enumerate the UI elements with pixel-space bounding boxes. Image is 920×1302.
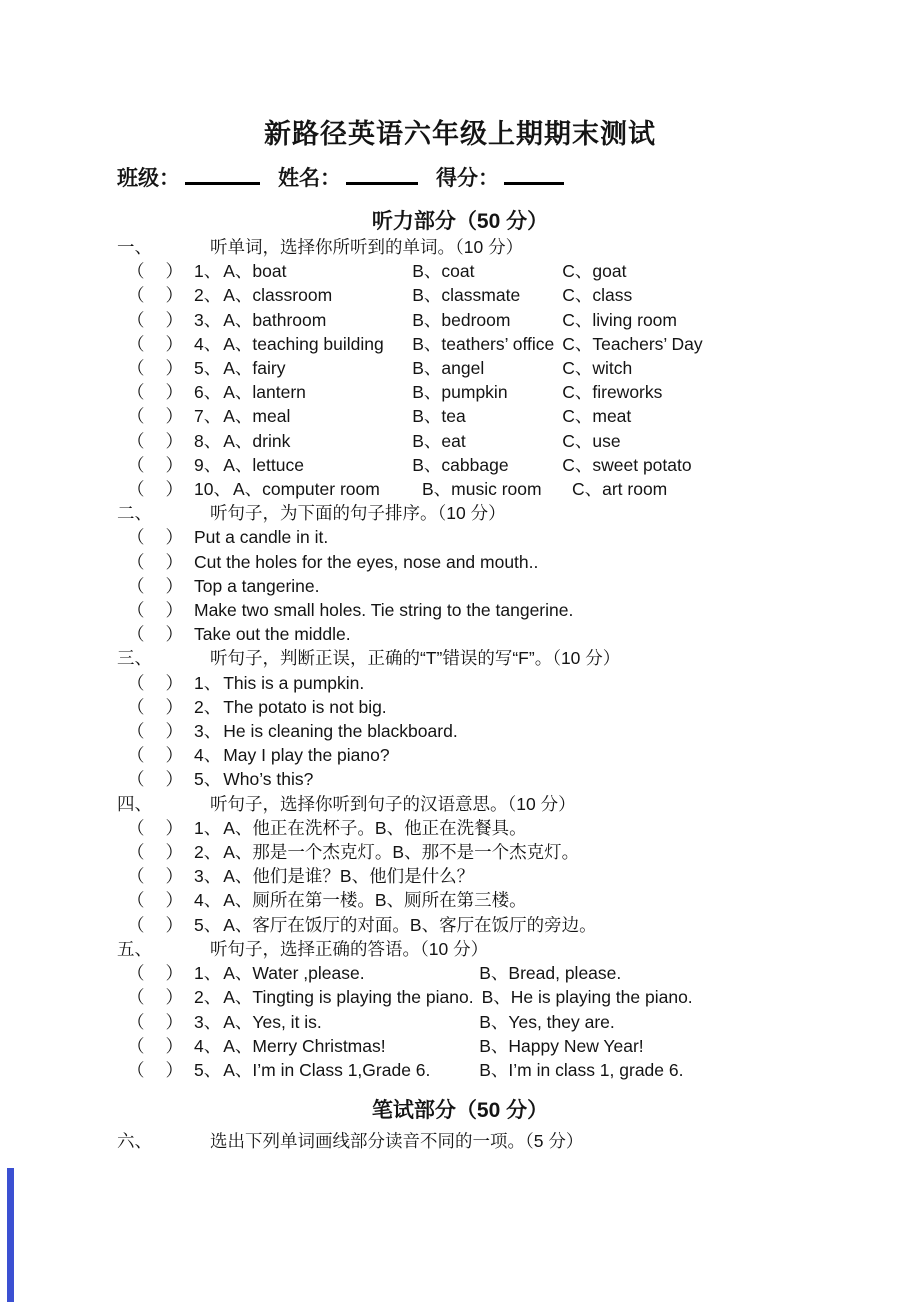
option-b: B、I’m in class 1, grade 6. bbox=[479, 1059, 684, 1080]
option-b: B、classmate bbox=[412, 285, 521, 306]
section-header bbox=[0, 646, 920, 670]
name-field-label: 姓名： bbox=[278, 167, 341, 190]
question-text: This is a pumpkin. bbox=[223, 672, 365, 693]
question-number: 8、 bbox=[194, 430, 222, 451]
bracket-close-paren: ） bbox=[165, 358, 183, 379]
bracket-close-paren: ） bbox=[165, 696, 183, 717]
answer-blank bbox=[127, 1034, 183, 1058]
section-number: 五、 bbox=[117, 938, 152, 959]
question-number: 2、 bbox=[194, 285, 222, 306]
answer-blank bbox=[127, 404, 183, 428]
option-b: B、teathers’ office bbox=[412, 333, 555, 354]
question-number: 4、 bbox=[194, 333, 222, 354]
bracket-open-paren: （ bbox=[127, 333, 145, 354]
bracket-close-paren: ） bbox=[165, 987, 183, 1008]
bracket-close-paren: ） bbox=[165, 600, 183, 621]
option-b: B、angel bbox=[412, 358, 485, 379]
option-b: B、tea bbox=[412, 406, 466, 427]
class-field bbox=[117, 167, 278, 190]
option-b: B、Yes, they are. bbox=[479, 1011, 615, 1032]
class-blank-line bbox=[185, 166, 260, 185]
option-a: A、I’m in Class 1,Grade 6. bbox=[223, 1059, 431, 1080]
bracket-close-paren: ） bbox=[165, 406, 183, 427]
question-row bbox=[0, 404, 920, 428]
question-number: 5、 bbox=[194, 358, 222, 379]
bracket-open-paren: （ bbox=[127, 914, 145, 935]
listening-sections bbox=[0, 235, 920, 1082]
question-row bbox=[0, 574, 920, 598]
answer-blank bbox=[127, 816, 183, 840]
question-number: 3、 bbox=[194, 866, 222, 887]
answer-blank bbox=[127, 283, 183, 307]
question-number: 5、 bbox=[194, 914, 222, 935]
bracket-close-paren: ） bbox=[165, 842, 183, 863]
question-row bbox=[0, 913, 920, 937]
section-number: 六、 bbox=[117, 1131, 152, 1152]
question-number: 1、 bbox=[194, 672, 222, 693]
written-sections bbox=[0, 1129, 920, 1153]
bracket-close-paren: ） bbox=[165, 745, 183, 766]
question-text: A、他正在洗杯子。B、他正在洗餐具。 bbox=[223, 817, 527, 838]
option-c: C、art room bbox=[571, 479, 668, 500]
bracket-open-paren: （ bbox=[127, 527, 145, 548]
question-row bbox=[0, 671, 920, 695]
left-edge-blue-bar bbox=[7, 1168, 14, 1302]
question-row bbox=[0, 1034, 920, 1058]
option-b: B、cabbage bbox=[412, 454, 509, 475]
question-text: He is cleaning the blackboard. bbox=[223, 721, 458, 742]
question-text: A、那是一个杰克灯。B、那不是一个杰克灯。 bbox=[223, 842, 580, 863]
answer-blank bbox=[127, 574, 183, 598]
bracket-close-paren: ） bbox=[165, 261, 183, 282]
bracket-open-paren: （ bbox=[127, 309, 145, 330]
option-a: A、bathroom bbox=[223, 309, 327, 330]
option-c: C、class bbox=[562, 285, 633, 306]
answer-blank bbox=[127, 961, 183, 985]
question-row bbox=[0, 380, 920, 404]
bracket-close-paren: ） bbox=[165, 575, 183, 596]
question-row bbox=[0, 477, 920, 501]
answer-blank bbox=[127, 622, 183, 646]
written-part-heading: 笔试部分（50 分） bbox=[371, 1099, 549, 1123]
question-row bbox=[0, 598, 920, 622]
answer-blank bbox=[127, 525, 183, 549]
answer-blank bbox=[127, 695, 183, 719]
answer-blank bbox=[127, 380, 183, 404]
answer-blank bbox=[127, 477, 183, 501]
question-row bbox=[0, 961, 920, 985]
answer-blank bbox=[127, 671, 183, 695]
option-b: B、coat bbox=[412, 261, 475, 282]
question-number: 7、 bbox=[194, 406, 222, 427]
bracket-open-paren: （ bbox=[127, 769, 145, 790]
answer-blank bbox=[127, 743, 183, 767]
answer-blank bbox=[127, 453, 183, 477]
option-a: A、boat bbox=[223, 261, 287, 282]
answer-blank bbox=[127, 888, 183, 912]
bracket-open-paren: （ bbox=[127, 285, 145, 306]
section-number: 二、 bbox=[117, 503, 152, 524]
bracket-open-paren: （ bbox=[127, 1011, 145, 1032]
bracket-close-paren: ） bbox=[165, 285, 183, 306]
answer-blank bbox=[127, 985, 183, 1009]
answer-blank bbox=[127, 308, 183, 332]
option-c: C、fireworks bbox=[562, 382, 663, 403]
question-row bbox=[0, 888, 920, 912]
question-text: Take out the middle. bbox=[194, 624, 351, 645]
option-a: A、computer room bbox=[232, 479, 380, 500]
question-number: 2、 bbox=[194, 696, 222, 717]
question-number: 1、 bbox=[194, 963, 222, 984]
question-number: 2、 bbox=[194, 987, 222, 1008]
question-row bbox=[0, 719, 920, 743]
question-number: 4、 bbox=[194, 1035, 222, 1056]
question-number: 6、 bbox=[194, 382, 222, 403]
bracket-close-paren: ） bbox=[165, 914, 183, 935]
bracket-close-paren: ） bbox=[165, 672, 183, 693]
option-c: C、Teachers’ Day bbox=[562, 333, 703, 354]
bracket-open-paren: （ bbox=[127, 817, 145, 838]
question-row bbox=[0, 743, 920, 767]
question-row bbox=[0, 283, 920, 307]
question-row bbox=[0, 767, 920, 791]
bracket-close-paren: ） bbox=[165, 963, 183, 984]
bracket-open-paren: （ bbox=[127, 382, 145, 403]
answer-blank bbox=[127, 259, 183, 283]
bracket-open-paren: （ bbox=[127, 672, 145, 693]
answer-blank bbox=[127, 356, 183, 380]
answer-blank bbox=[127, 550, 183, 574]
section-number: 三、 bbox=[117, 648, 152, 669]
section-number: 一、 bbox=[117, 237, 152, 257]
question-text: The potato is not big. bbox=[223, 696, 387, 717]
option-c: C、meat bbox=[562, 406, 632, 427]
option-a: A、meal bbox=[223, 406, 291, 427]
question-row bbox=[0, 695, 920, 719]
bracket-open-paren: （ bbox=[127, 575, 145, 596]
question-text: May I play the piano? bbox=[223, 745, 390, 766]
answer-blank bbox=[127, 1058, 183, 1082]
section-header bbox=[0, 937, 920, 961]
bracket-close-paren: ） bbox=[165, 1011, 183, 1032]
bracket-open-paren: （ bbox=[127, 1035, 145, 1056]
answer-blank bbox=[127, 913, 183, 937]
bracket-close-paren: ） bbox=[165, 817, 183, 838]
question-text: Put a candle in it. bbox=[194, 527, 329, 548]
section-desc: 听句子，判断正误，正确的“T”错误的写“F”。（10 分） bbox=[210, 648, 621, 669]
bracket-open-paren: （ bbox=[127, 1059, 145, 1080]
bracket-close-paren: ） bbox=[165, 721, 183, 742]
section-desc: 听句子，为下面的句子排序。（10 分） bbox=[210, 503, 506, 524]
question-text: Who’s this? bbox=[223, 769, 314, 790]
score-field-label: 得分： bbox=[436, 167, 499, 190]
question-row bbox=[0, 1058, 920, 1082]
section-header bbox=[0, 235, 920, 259]
bracket-close-paren: ） bbox=[165, 866, 183, 887]
bracket-open-paren: （ bbox=[127, 406, 145, 427]
option-a: A、Yes, it is. bbox=[223, 1011, 322, 1032]
name-blank-line bbox=[346, 166, 418, 185]
score-blank-line bbox=[504, 166, 564, 185]
question-number: 3、 bbox=[194, 1011, 222, 1032]
bracket-open-paren: （ bbox=[127, 624, 145, 645]
option-b: B、bedroom bbox=[412, 309, 511, 330]
bracket-close-paren: ） bbox=[165, 551, 183, 572]
question-text: A、他们是谁？B、他们是什么？ bbox=[223, 866, 475, 887]
question-text: A、客厅在饭厅的对面。B、客厅在饭厅的旁边。 bbox=[223, 914, 597, 935]
bracket-close-paren: ） bbox=[165, 382, 183, 403]
bracket-open-paren: （ bbox=[127, 866, 145, 887]
section-desc: 听句子，选择你听到句子的汉语意思。（10 分） bbox=[210, 793, 576, 814]
bracket-close-paren: ） bbox=[165, 1059, 183, 1080]
question-row bbox=[0, 985, 920, 1009]
answer-blank bbox=[127, 840, 183, 864]
option-b: B、He is playing the piano. bbox=[481, 987, 693, 1008]
question-number: 1、 bbox=[194, 817, 222, 838]
option-b: B、pumpkin bbox=[412, 382, 508, 403]
bracket-open-paren: （ bbox=[127, 261, 145, 282]
section-header bbox=[0, 501, 920, 525]
question-text: A、厕所在第一楼。B、厕所在第三楼。 bbox=[223, 890, 527, 911]
option-a: A、drink bbox=[223, 430, 291, 451]
bracket-open-paren: （ bbox=[127, 890, 145, 911]
option-c: C、use bbox=[562, 430, 621, 451]
bracket-open-paren: （ bbox=[127, 551, 145, 572]
option-b: B、music room bbox=[421, 479, 542, 500]
answer-blank bbox=[127, 1010, 183, 1034]
bracket-close-paren: ） bbox=[165, 624, 183, 645]
bracket-open-paren: （ bbox=[127, 600, 145, 621]
option-a: A、Tingting is playing the piano. bbox=[223, 987, 474, 1008]
question-number: 4、 bbox=[194, 890, 222, 911]
student-info-line bbox=[0, 162, 920, 192]
bracket-close-paren: ） bbox=[165, 479, 183, 500]
listening-part-heading: 听力部分（50 分） bbox=[371, 210, 549, 233]
bracket-close-paren: ） bbox=[165, 890, 183, 911]
section-number: 四、 bbox=[117, 793, 152, 814]
option-c: C、sweet potato bbox=[562, 454, 692, 475]
bracket-close-paren: ） bbox=[165, 1035, 183, 1056]
option-c: C、witch bbox=[562, 358, 633, 379]
bracket-close-paren: ） bbox=[165, 430, 183, 451]
bracket-open-paren: （ bbox=[127, 987, 145, 1008]
question-number: 5、 bbox=[194, 769, 222, 790]
bracket-open-paren: （ bbox=[127, 430, 145, 451]
option-c: C、goat bbox=[562, 261, 627, 282]
question-row bbox=[0, 840, 920, 864]
bracket-open-paren: （ bbox=[127, 358, 145, 379]
name-field bbox=[278, 167, 436, 190]
question-row bbox=[0, 429, 920, 453]
answer-blank bbox=[127, 719, 183, 743]
option-a: A、teaching building bbox=[223, 333, 384, 354]
question-number: 1、 bbox=[194, 261, 222, 282]
bracket-open-paren: （ bbox=[127, 963, 145, 984]
score-field bbox=[436, 167, 582, 190]
question-number: 9、 bbox=[194, 454, 222, 475]
bracket-open-paren: （ bbox=[127, 696, 145, 717]
question-text: Top a tangerine. bbox=[194, 575, 320, 596]
bracket-open-paren: （ bbox=[127, 842, 145, 863]
question-row bbox=[0, 622, 920, 646]
question-row bbox=[0, 453, 920, 477]
option-a: A、Water ,please. bbox=[223, 963, 365, 984]
option-b: B、Bread, please. bbox=[479, 963, 622, 984]
question-row bbox=[0, 816, 920, 840]
option-b: B、eat bbox=[412, 430, 466, 451]
bracket-open-paren: （ bbox=[127, 745, 145, 766]
bracket-close-paren: ） bbox=[165, 454, 183, 475]
question-row bbox=[0, 308, 920, 332]
bracket-open-paren: （ bbox=[127, 721, 145, 742]
answer-blank bbox=[127, 864, 183, 888]
option-b: B、Happy New Year! bbox=[479, 1035, 644, 1056]
bracket-open-paren: （ bbox=[127, 479, 145, 500]
question-number: 10、 bbox=[194, 479, 231, 500]
bracket-close-paren: ） bbox=[165, 309, 183, 330]
question-text: Cut the holes for the eyes, nose and mouth.. bbox=[194, 551, 539, 572]
bracket-close-paren: ） bbox=[165, 769, 183, 790]
question-row bbox=[0, 550, 920, 574]
question-row bbox=[0, 1010, 920, 1034]
question-row bbox=[0, 332, 920, 356]
bracket-open-paren: （ bbox=[127, 454, 145, 475]
option-c: C、living room bbox=[562, 309, 677, 330]
question-number: 2、 bbox=[194, 842, 222, 863]
section-header bbox=[0, 792, 920, 816]
question-number: 4、 bbox=[194, 745, 222, 766]
option-a: A、classroom bbox=[223, 285, 333, 306]
answer-blank bbox=[127, 767, 183, 791]
bracket-close-paren: ） bbox=[165, 527, 183, 548]
question-text: Make two small holes. Tie string to the tangerine. bbox=[194, 600, 574, 621]
section-desc: 选出下列单词画线部分读音不同的一项。（5 分） bbox=[210, 1131, 584, 1152]
section-desc: 听单词，选择你所听到的单词。（10 分） bbox=[210, 237, 524, 257]
question-row bbox=[0, 259, 920, 283]
question-row bbox=[0, 356, 920, 380]
option-a: A、lantern bbox=[223, 382, 306, 403]
question-number: 3、 bbox=[194, 309, 222, 330]
class-field-label: 班级： bbox=[117, 167, 180, 190]
answer-blank bbox=[127, 332, 183, 356]
bracket-close-paren: ） bbox=[165, 333, 183, 354]
question-row bbox=[0, 864, 920, 888]
section-desc: 听句子，选择正确的答语。（10 分） bbox=[210, 938, 489, 959]
option-a: A、Merry Christmas! bbox=[223, 1035, 386, 1056]
section-header bbox=[0, 1129, 920, 1153]
answer-blank bbox=[127, 598, 183, 622]
option-a: A、fairy bbox=[223, 358, 286, 379]
question-row bbox=[0, 525, 920, 549]
question-number: 3、 bbox=[194, 721, 222, 742]
page-title: 新路径英语六年级上期期末测试 bbox=[264, 119, 656, 149]
question-number: 5、 bbox=[194, 1059, 222, 1080]
answer-blank bbox=[127, 429, 183, 453]
option-a: A、lettuce bbox=[223, 454, 304, 475]
